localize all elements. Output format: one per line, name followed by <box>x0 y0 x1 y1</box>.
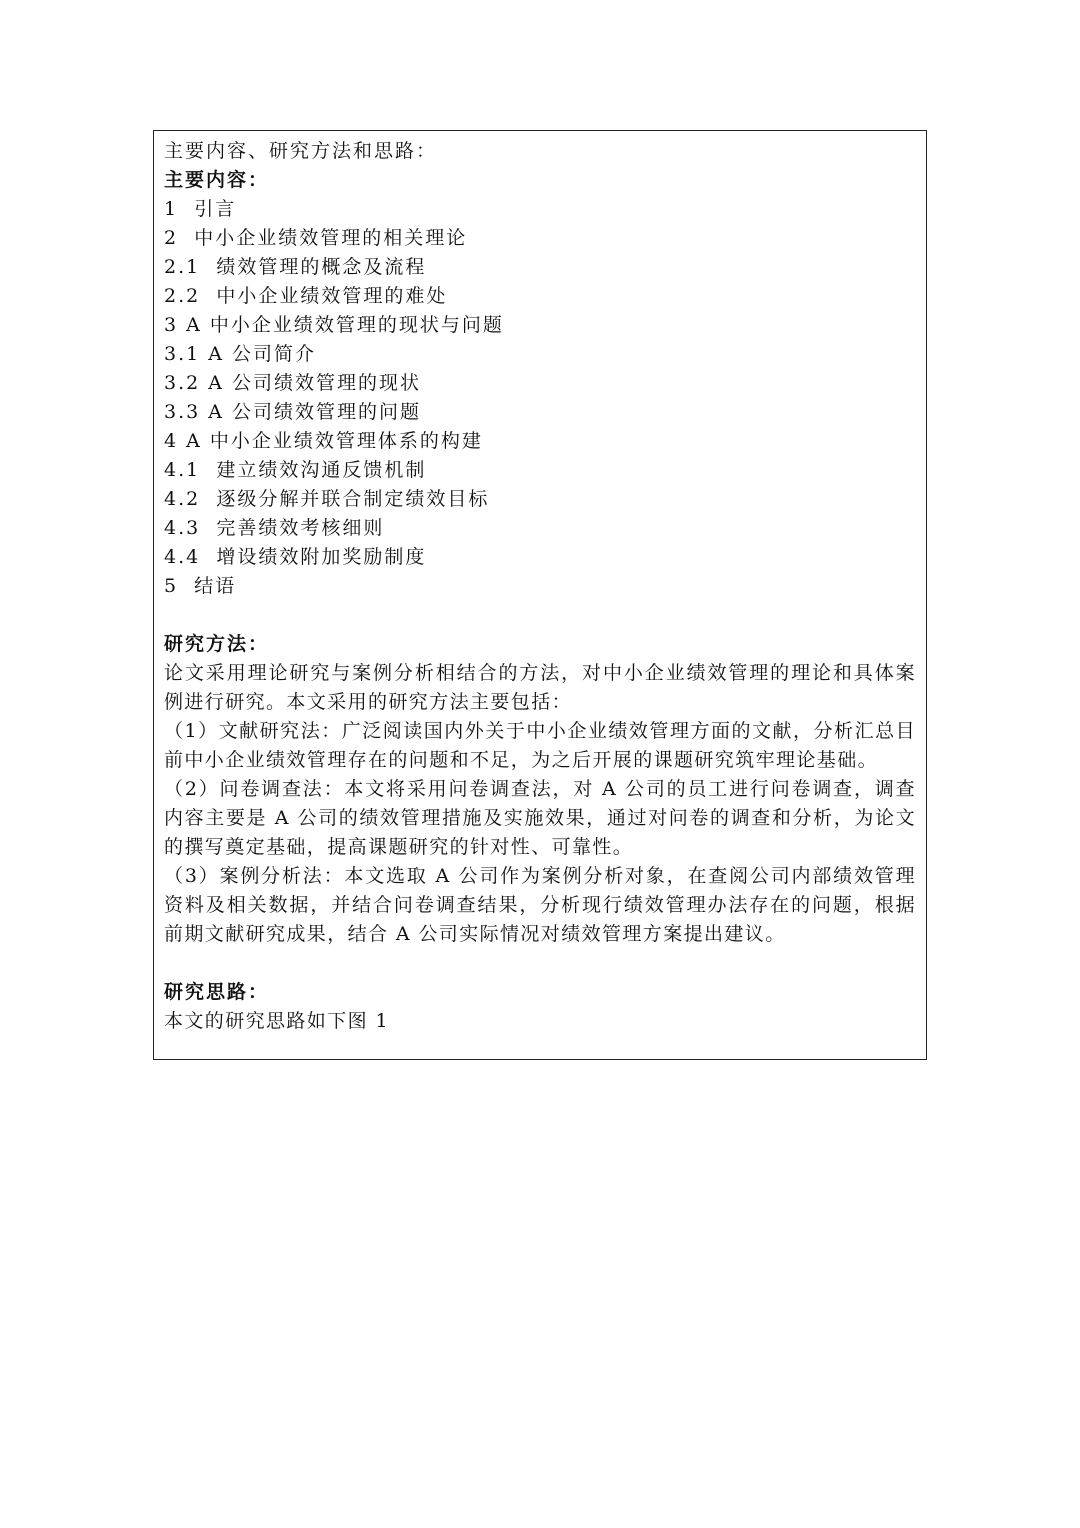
method-item: （3）案例分析法：本文选取 A 公司作为案例分析对象，在查阅公司内部绩效管理资料及相关数据，并结合问卷调查结果，分析现行绩效管理办法存在的问题，根据前期文献研究成果，结合 A 公司实际情况对绩效管理方案提出建议。 <box>164 865 916 945</box>
outline-title: A 中小企业绩效管理体系的构建 <box>186 430 483 452</box>
methods-intro: 论文采用理论研究与案例分析相结合的方法，对中小企业绩效管理的理论和具体案例进行研究。本文采用的研究方法主要包括： <box>164 662 916 713</box>
outline-title: 绩效管理的概念及流程 <box>216 256 427 278</box>
outline-list <box>164 195 916 601</box>
section-spacer <box>164 601 916 630</box>
outline-title: 逐级分解并联合制定绩效目标 <box>216 488 490 510</box>
content-table-cell <box>153 130 927 1060</box>
outline-title: 中小企业绩效管理的难处 <box>216 285 448 307</box>
outline-number: 4 <box>164 430 179 452</box>
outline-number: 4.4 <box>164 546 201 568</box>
outline-title: 完善绩效考核细则 <box>216 517 385 539</box>
outline-number: 1 <box>164 198 179 220</box>
outline-number: 3.3 <box>164 401 201 423</box>
outline-item <box>164 253 916 282</box>
outline-item <box>164 224 916 253</box>
outline-title: 增设绩效附加奖励制度 <box>216 546 427 568</box>
method-item: （2）问卷调查法：本文将采用问卷调查法，对 A 公司的员工进行问卷调查，调查内容主要是 A 公司的绩效管理措施及实施效果，通过对问卷的调查和分析，为论文的撰写奠定基础，提高课题研究的针对性、可靠性。 <box>164 778 916 858</box>
approach-text: 本文的研究思路如下图 1 <box>164 1010 389 1032</box>
outline-item <box>164 311 916 340</box>
outline-item <box>164 369 916 398</box>
outline-number: 3.2 <box>164 372 201 394</box>
outline-number: 4.3 <box>164 517 201 539</box>
outline-item <box>164 195 916 224</box>
outline-number: 2 <box>164 227 179 249</box>
outline-number: 3.1 <box>164 343 201 365</box>
outline-item <box>164 485 916 514</box>
outline-item <box>164 340 916 369</box>
outline-title: 建立绩效沟通反馈机制 <box>216 459 427 481</box>
outline-item <box>164 282 916 311</box>
outline-item <box>164 572 916 601</box>
outline-number: 2.2 <box>164 285 201 307</box>
outline-item <box>164 456 916 485</box>
outline-number: 4.2 <box>164 488 201 510</box>
outline-item <box>164 543 916 572</box>
methods-heading: 研究方法： <box>164 633 270 655</box>
outline-item <box>164 514 916 543</box>
outline-item <box>164 427 916 456</box>
outline-number: 2.1 <box>164 256 201 278</box>
outline-number: 3 <box>164 314 179 336</box>
method-item: （1）文献研究法：广泛阅读国内外关于中小企业绩效管理方面的文献，分析汇总目前中小企业绩效管理存在的问题和不足，为之后开展的课题研究筑牢理论基础。 <box>164 720 916 771</box>
outline-number: 4.1 <box>164 459 201 481</box>
outline-title: A 公司绩效管理的问题 <box>208 401 422 423</box>
outline-title: A 中小企业绩效管理的现状与问题 <box>186 314 504 336</box>
outline-title: A 公司绩效管理的现状 <box>208 372 422 394</box>
outline-title: 引言 <box>194 198 237 220</box>
outline-number: 5 <box>164 575 179 597</box>
content-heading: 主要内容： <box>164 169 270 191</box>
outline-title: A 公司简介 <box>208 343 317 365</box>
intro-heading: 主要内容、研究方法和思路： <box>164 140 438 162</box>
outline-title: 中小企业绩效管理的相关理论 <box>194 227 468 249</box>
outline-item <box>164 398 916 427</box>
section-spacer <box>164 949 916 978</box>
outline-title: 结语 <box>194 575 237 597</box>
approach-heading: 研究思路： <box>164 981 270 1003</box>
